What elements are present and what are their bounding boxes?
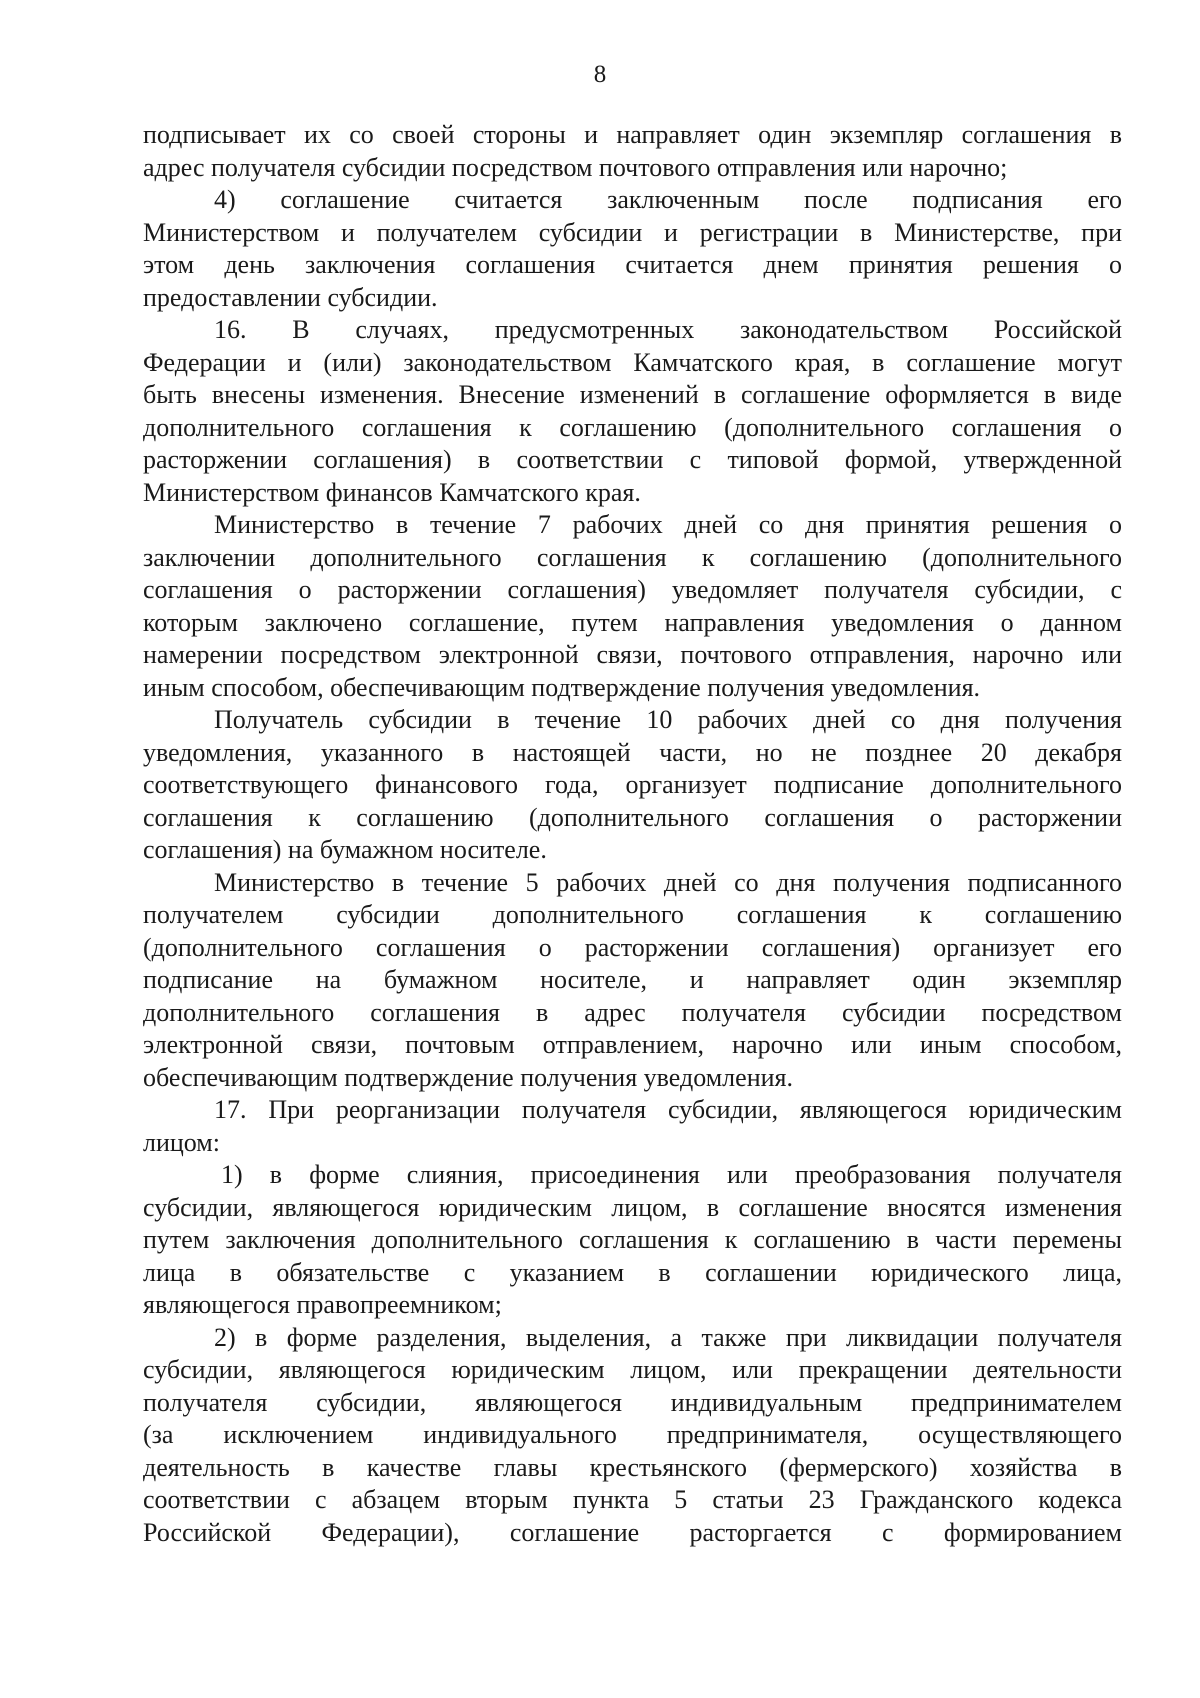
- page-number: 8: [593, 61, 607, 88]
- text-line: получателя субсидии, являющегося индивидуальным предпринимателем: [143, 1387, 1122, 1417]
- text-line: которым заключено соглашение, путем направления уведомления о данном: [143, 607, 1122, 637]
- text-line: Министерство в течение 7 рабочих дней со дня принятия решения о: [214, 510, 1122, 539]
- text-line: Министерством финансов Камчатского края.: [143, 477, 641, 507]
- text-line: обеспечивающим подтверждение получения уведомления.: [143, 1062, 793, 1092]
- paragraph: [143, 119, 1122, 184]
- text-line: соответствующего финансового года, организует подписание дополнительного: [143, 770, 1122, 799]
- text-line: дополнительного соглашения в адрес получателя субсидии посредством: [143, 997, 1122, 1027]
- paragraph: [143, 867, 1122, 1095]
- text-line: 17. При реорганизации получателя субсидии, являющегося юридическим: [214, 1095, 1122, 1124]
- text-line: дополнительного соглашения к соглашению (дополнительного соглашения о: [143, 412, 1122, 442]
- paragraph: [143, 509, 1122, 704]
- paragraph: [143, 704, 1122, 867]
- text-line: путем заключения дополнительного соглашения к соглашению в части перемены: [143, 1225, 1122, 1254]
- text-line: Министерство в течение 5 рабочих дней со дня получения подписанного: [214, 867, 1122, 897]
- paragraph: [143, 1094, 1122, 1159]
- text-line: иным способом, обеспечивающим подтверждение получения уведомления.: [143, 672, 981, 702]
- text-line: электронной связи, почтовым отправлением, нарочно или иным способом,: [143, 1030, 1122, 1059]
- text-line: намерении посредством электронной связи, почтового отправления, нарочно или: [143, 640, 1122, 669]
- text-line: 1) в форме слияния, присоединения или преобразования получателя: [221, 1160, 1122, 1189]
- text-line: предоставлении субсидии.: [143, 282, 438, 312]
- text-line: этом день заключения соглашения считается днем принятия решения о: [143, 250, 1122, 279]
- paragraph: [143, 1322, 1122, 1550]
- text-line: подписывает их со своей стороны и направляет один экземпляр соглашения в: [143, 120, 1122, 149]
- text-line: получателем субсидии дополнительного соглашения к соглашению: [143, 900, 1122, 929]
- text-line: соглашения о расторжении соглашения) уведомляет получателя субсидии, с: [143, 575, 1122, 604]
- text-line: являющегося правопреемником;: [143, 1290, 502, 1319]
- text-line: заключении дополнительного соглашения к соглашению (дополнительного: [143, 542, 1122, 572]
- text-line: Федерации и (или) законодательством Камчатского края, в соглашение могут: [143, 347, 1122, 377]
- document-body: [143, 119, 1122, 1549]
- text-line: лица в обязательстве с указанием в соглашении юридического лица,: [143, 1257, 1122, 1287]
- paragraph: [143, 1159, 1122, 1322]
- text-line: 2) в форме разделения, выделения, а также при ликвидации получателя: [214, 1322, 1122, 1352]
- text-line: 16. В случаях, предусмотренных законодательством Российской: [214, 315, 1122, 344]
- text-line: лицом:: [143, 1127, 220, 1157]
- paragraph: [143, 184, 1122, 314]
- text-line: быть внесены изменения. Внесение изменений в соглашение оформляется в виде: [143, 380, 1122, 409]
- text-line: подписание на бумажном носителе, и направляет один экземпляр: [143, 965, 1122, 994]
- text-line: Российской Федерации), соглашение расторгается с формированием: [143, 1517, 1122, 1547]
- paragraph: [143, 314, 1122, 509]
- text-line: деятельность в качестве главы крестьянского (фермерского) хозяйства в: [143, 1452, 1122, 1482]
- text-line: субсидии, являющегося юридическим лицом, в соглашение вносятся изменения: [143, 1192, 1122, 1222]
- text-line: уведомления, указанного в настоящей части, но не позднее 20 декабря: [143, 737, 1122, 767]
- text-line: (дополнительного соглашения о расторжении соглашения) организует его: [143, 932, 1122, 962]
- text-line: соглашения к соглашению (дополнительного соглашения о расторжении: [143, 802, 1122, 832]
- text-line: соответствии с абзацем вторым пункта 5 статьи 23 Гражданского кодекса: [143, 1485, 1122, 1514]
- text-line: расторжении соглашения) в соответствии с типовой формой, утвержденной: [143, 445, 1122, 474]
- text-line: адрес получателя субсидии посредством почтового отправления или нарочно;: [143, 152, 1008, 182]
- text-line: соглашения) на бумажном носителе.: [143, 835, 547, 864]
- text-line: 4) соглашение считается заключенным после подписания его: [214, 185, 1122, 214]
- text-line: Министерством и получателем субсидии и регистрации в Министерстве, при: [143, 217, 1122, 247]
- text-line: субсидии, являющегося юридическим лицом, или прекращении деятельности: [143, 1355, 1122, 1384]
- text-line: (за исключением индивидуального предпринимателя, осуществляющего: [143, 1420, 1122, 1449]
- text-line: Получатель субсидии в течение 10 рабочих дней со дня получения: [214, 705, 1122, 734]
